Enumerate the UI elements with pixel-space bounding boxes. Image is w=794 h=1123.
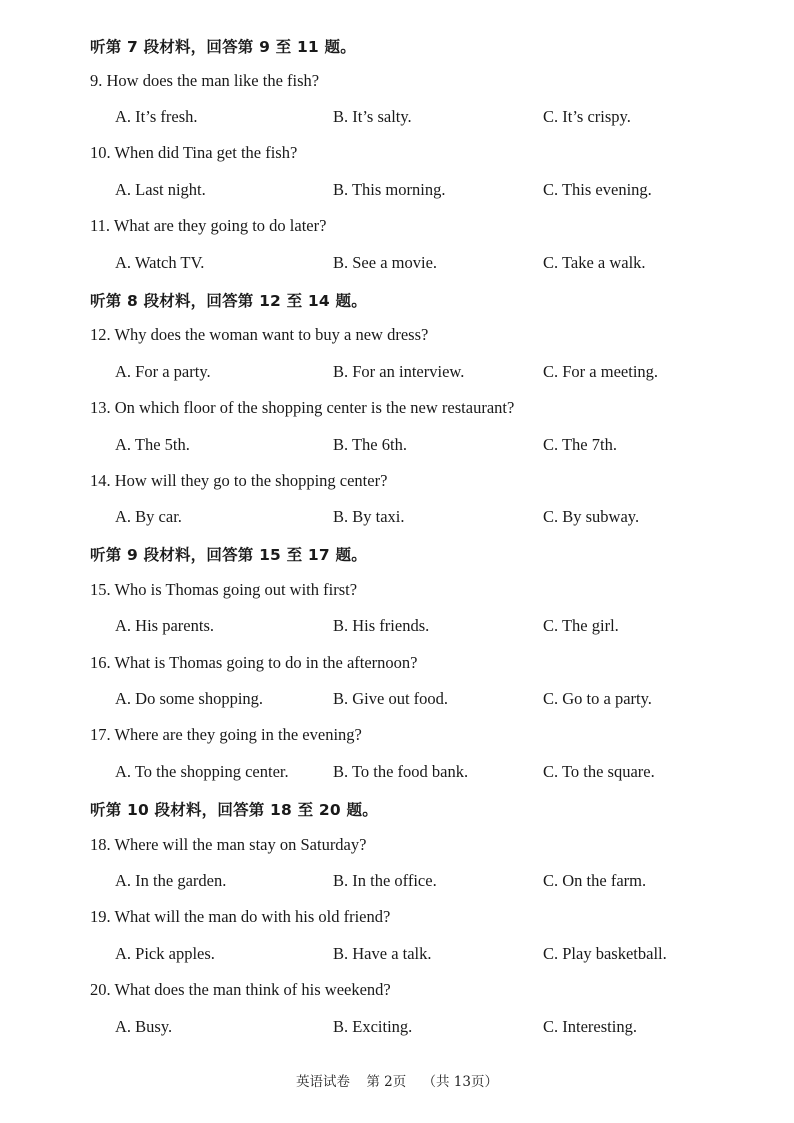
option-a: A. The 5th. [115, 435, 190, 454]
question-text: 18. Where will the man stay on Saturday? [90, 835, 367, 854]
option-a: A. His parents. [115, 616, 214, 635]
option-c: C. This evening. [543, 180, 652, 199]
question-text: 10. When did Tina get the fish? [90, 143, 298, 162]
option-b: B. The 6th. [333, 435, 407, 454]
option-a: A. To the shopping center. [115, 762, 289, 781]
options-row [0, 616, 794, 640]
page-footer [0, 1070, 794, 1090]
option-c: C. On the farm. [543, 871, 647, 890]
option-a: A. Watch TV. [115, 253, 205, 272]
option-a: A. In the garden. [115, 871, 227, 890]
options-row [0, 762, 794, 786]
options-row [0, 435, 794, 459]
options-row [0, 107, 794, 131]
question-text: 12. Why does the woman want to buy a new dress? [90, 325, 429, 344]
question-text: 16. What is Thomas going to do in the afternoon? [90, 653, 418, 672]
question-text: 11. What are they going to do later? [90, 216, 327, 235]
options-row [0, 253, 794, 277]
question-text: 20. What does the man think of his weekend? [90, 980, 391, 999]
option-b: B. His friends. [333, 616, 430, 635]
option-c: C. The girl. [543, 616, 619, 635]
question-text: 13. On which floor of the shopping center is the new restaurant? [90, 398, 515, 417]
options-row [0, 871, 794, 895]
options-row [0, 180, 794, 204]
option-a: A. It’s fresh. [115, 107, 198, 126]
options-row [0, 507, 794, 531]
option-b: B. Exciting. [333, 1017, 413, 1036]
option-a: A. For a party. [115, 362, 211, 381]
option-a: A. By car. [115, 507, 182, 526]
options-row [0, 689, 794, 713]
option-c: C. Go to a party. [543, 689, 652, 708]
section-heading: 听第 9 段材料，回答第 15 至 17 题。 [90, 546, 367, 564]
footer-page-number: 第 2页 [366, 1074, 407, 1090]
option-c: C. Play basketball. [543, 944, 667, 963]
option-c: C. Interesting. [543, 1017, 637, 1036]
options-row [0, 944, 794, 968]
question-text: 15. Who is Thomas going out with first? [90, 580, 358, 599]
option-b: B. This morning. [333, 180, 446, 199]
option-c: C. For a meeting. [543, 362, 659, 381]
option-a: A. Do some shopping. [115, 689, 264, 708]
option-b: B. By taxi. [333, 507, 405, 526]
question-text: 19. What will the man do with his old friend? [90, 907, 391, 926]
option-c: C. To the square. [543, 762, 655, 781]
footer-subject: 英语试卷 [296, 1074, 351, 1090]
option-b: B. In the office. [333, 871, 437, 890]
question-text: 17. Where are they going in the evening? [90, 725, 362, 744]
option-b: B. See a movie. [333, 253, 438, 272]
section-heading: 听第 7 段材料，回答第 9 至 11 题。 [90, 38, 356, 56]
option-c: C. By subway. [543, 507, 640, 526]
section-heading: 听第 10 段材料，回答第 18 至 20 题。 [90, 801, 378, 819]
option-a: A. Busy. [115, 1017, 173, 1036]
question-text: 14. How will they go to the shopping center? [90, 471, 388, 490]
option-c: C. The 7th. [543, 435, 617, 454]
option-b: B. For an interview. [333, 362, 465, 381]
options-row [0, 362, 794, 386]
option-c: C. It’s crispy. [543, 107, 631, 126]
option-b: B. Give out food. [333, 689, 449, 708]
option-a: A. Pick apples. [115, 944, 215, 963]
option-b: B. Have a talk. [333, 944, 432, 963]
question-text: 9. How does the man like the fish? [90, 71, 320, 90]
footer-total-pages: （共 13页） [422, 1074, 498, 1090]
option-b: B. It’s salty. [333, 107, 412, 126]
option-c: C. Take a walk. [543, 253, 646, 272]
options-row [0, 1017, 794, 1041]
option-b: B. To the food bank. [333, 762, 469, 781]
option-a: A. Last night. [115, 180, 206, 199]
section-heading: 听第 8 段材料，回答第 12 至 14 题。 [90, 292, 367, 310]
